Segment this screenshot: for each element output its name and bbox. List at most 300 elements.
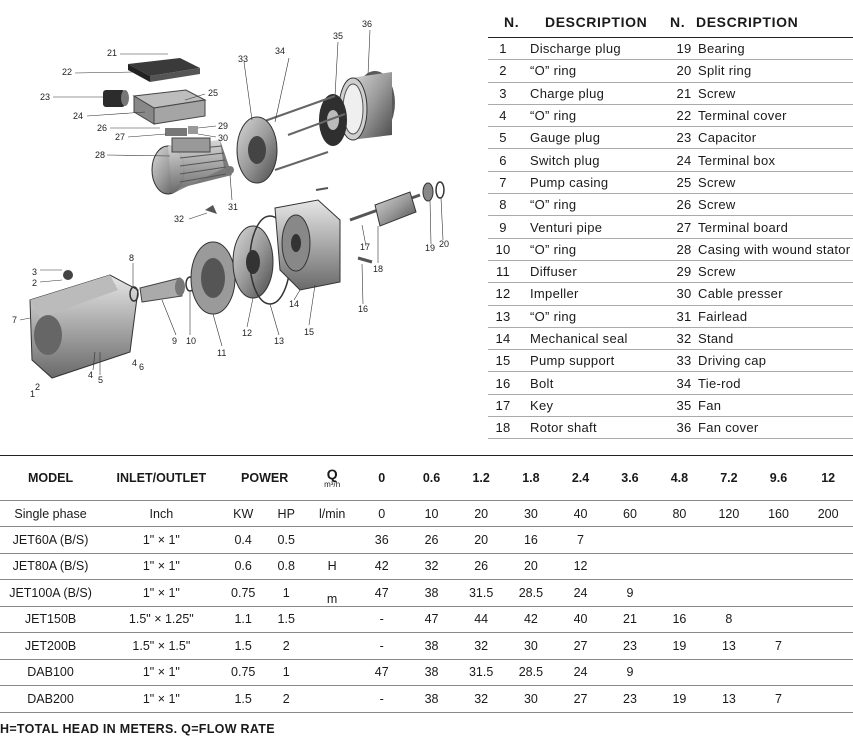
part-number: 25 — [676, 174, 692, 190]
part-description: Terminal board — [698, 219, 789, 235]
head-value: 42 — [506, 606, 556, 633]
callout-25: 25 — [208, 88, 219, 98]
inlet-outlet: 1" × 1" — [101, 686, 222, 713]
part-number: 4 — [499, 108, 507, 124]
callout-21: 21 — [107, 48, 118, 58]
head-unit-empty — [308, 659, 357, 686]
part-number: 32 — [676, 331, 692, 346]
part-number: 35 — [676, 397, 692, 413]
flow-m3h-0: 0 — [357, 456, 407, 501]
flow-m3h-4: 2.4 — [556, 456, 605, 501]
flow-lmin-5: 60 — [605, 501, 654, 527]
q-header — [308, 456, 357, 501]
head-value — [704, 580, 754, 607]
callout-8: 8 — [129, 253, 135, 263]
head-value: - — [357, 633, 407, 660]
part-number: 30 — [676, 286, 692, 302]
part-number: 18 — [495, 420, 511, 436]
part-number: 28 — [676, 241, 692, 257]
head-value: 13 — [704, 686, 754, 713]
stand-part — [205, 205, 217, 214]
pump-model-row — [0, 553, 853, 580]
parts-row — [488, 350, 853, 372]
head-value: 28.5 — [506, 580, 556, 607]
power-kw: 0.75 — [222, 659, 265, 686]
part-description: Discharge plug — [530, 41, 621, 57]
head-value: 31.5 — [456, 580, 506, 607]
head-value — [655, 580, 704, 607]
head-value: 40 — [556, 606, 605, 633]
part-description: Pump casing — [530, 174, 609, 190]
bolt-part — [358, 258, 372, 262]
callout-12: 12 — [242, 328, 253, 338]
head-value: 32 — [407, 553, 456, 580]
screw-part — [316, 188, 328, 190]
head-value: 47 — [357, 580, 407, 607]
kw-label: KW — [222, 501, 265, 527]
head-value: 27 — [556, 633, 605, 660]
head-value: 7 — [556, 527, 605, 554]
head-value — [754, 527, 804, 554]
callout-30: 30 — [218, 133, 229, 143]
flow-m3h-9: 12 — [803, 456, 853, 501]
part-description: Tie-rod — [698, 375, 741, 391]
part-number: 3 — [499, 85, 507, 101]
callout-11: 11 — [217, 348, 227, 358]
parts-row — [488, 194, 853, 216]
parts-row — [488, 149, 853, 171]
callout-13: 13 — [274, 336, 285, 346]
head-value: 16 — [655, 606, 704, 633]
head-value: 36 — [357, 527, 407, 554]
head-unit-empty — [308, 633, 357, 660]
part-number: 7 — [499, 174, 507, 190]
fan-cover-part — [339, 71, 395, 140]
head-value — [605, 553, 654, 580]
part-description: Rotor shaft — [530, 420, 597, 436]
q-symbol: Q — [326, 465, 338, 482]
driving-cap-part — [237, 117, 277, 183]
flow-lmin-4: 40 — [556, 501, 605, 527]
callout-35: 35 — [333, 31, 344, 41]
part-number: 10 — [495, 241, 511, 257]
part-number: 31 — [676, 308, 692, 324]
pump-model-row — [0, 686, 853, 713]
motor-casing-part — [152, 138, 232, 194]
head-value: 7 — [754, 633, 804, 660]
flow-lmin-9: 200 — [803, 501, 853, 527]
part-description: Key — [530, 397, 554, 413]
callout-31: 31 — [228, 202, 239, 212]
pump-model-row — [0, 659, 853, 686]
flow-lmin-2: 20 — [456, 501, 506, 527]
head-value: 20 — [506, 553, 556, 580]
part-number: 8 — [499, 197, 507, 213]
fan-part — [319, 94, 347, 146]
flow-m3h-2: 1.2 — [456, 456, 506, 501]
callout-34: 34 — [275, 46, 286, 56]
head-value: 23 — [605, 633, 654, 660]
parts-table-body — [488, 38, 853, 439]
parts-row — [488, 172, 853, 194]
parts-row — [488, 127, 853, 149]
part-number: 14 — [495, 331, 511, 346]
pump-model-row — [0, 606, 853, 633]
power-kw: 1.5 — [222, 633, 265, 660]
parts-row — [488, 38, 853, 60]
capacitor-part — [103, 90, 129, 107]
flow-m3h-5: 3.6 — [605, 456, 654, 501]
head-value — [754, 606, 804, 633]
head-value: 9 — [605, 659, 654, 686]
head-unit-empty — [308, 527, 357, 554]
header-n-right: N. — [670, 13, 686, 30]
power-kw: 1.5 — [222, 686, 265, 713]
part-description: Split ring — [698, 63, 752, 79]
callout-27: 27 — [115, 132, 126, 142]
flow-m3h-1: 0.6 — [407, 456, 456, 501]
head-value: 19 — [655, 686, 704, 713]
callout-18: 18 — [373, 264, 384, 274]
callout-4: 4 — [88, 370, 94, 380]
part-number: 26 — [676, 197, 692, 213]
part-description: Capacitor — [698, 130, 757, 146]
hp-label: HP — [265, 501, 308, 527]
part-number: 2 — [499, 63, 507, 79]
power-hp: 2 — [265, 633, 308, 660]
part-description: Driving cap — [698, 353, 767, 369]
head-value — [655, 527, 704, 554]
part-number: 21 — [676, 85, 692, 101]
callout-3: 3 — [32, 267, 38, 277]
part-number: 33 — [676, 353, 692, 369]
pump-model-row — [0, 580, 853, 607]
head-value — [704, 527, 754, 554]
callout-16: 16 — [358, 304, 369, 314]
exploded-pump-diagram — [0, 0, 480, 410]
part-number: 27 — [676, 219, 692, 235]
callout-6: 6 — [139, 362, 145, 372]
inlet-outlet: 1" × 1" — [101, 527, 222, 554]
part-description: Terminal cover — [698, 108, 787, 124]
single-phase-label: Single phase — [0, 501, 101, 527]
terminal-box-part — [134, 90, 205, 124]
part-description: Screw — [698, 174, 736, 190]
head-unit-empty — [308, 686, 357, 713]
head-value: 42 — [357, 553, 407, 580]
part-number: 5 — [499, 130, 507, 146]
part-number: 15 — [495, 353, 511, 369]
parts-row — [488, 283, 853, 305]
head-value — [803, 606, 853, 633]
part-number: 20 — [676, 63, 692, 79]
part-description: “O” ring — [530, 108, 577, 124]
flow-m3h-3: 1.8 — [506, 456, 556, 501]
head-value: 26 — [407, 527, 456, 554]
power-hp: 2 — [265, 686, 308, 713]
model-name: DAB200 — [0, 686, 101, 713]
callout-5: 5 — [98, 375, 104, 385]
head-value: 23 — [605, 686, 654, 713]
flow-m3h-8: 9.6 — [754, 456, 804, 501]
flow-lmin-1: 10 — [407, 501, 456, 527]
pump-casing-part — [30, 270, 138, 378]
callout-7: 7 — [12, 315, 18, 325]
part-description: Bolt — [530, 375, 554, 391]
terminal-board-part — [165, 126, 198, 136]
diffuser-part — [191, 242, 235, 314]
venturi-pipe-part — [140, 278, 185, 302]
head-value: 20 — [456, 527, 506, 554]
part-description: Screw — [698, 264, 736, 280]
part-description: Screw — [698, 197, 736, 213]
q-unit: m³/h — [324, 479, 341, 489]
fairlead-part — [226, 166, 234, 174]
callout-9: 9 — [172, 336, 178, 346]
callout-19: 19 — [425, 243, 436, 253]
head-value: 38 — [407, 686, 456, 713]
part-description: Fan cover — [698, 420, 759, 436]
callout-26: 26 — [97, 123, 108, 133]
head-unit: m — [308, 580, 357, 607]
pump-support-part — [275, 200, 340, 290]
header-description-left: DESCRIPTION — [545, 13, 648, 30]
head-value — [803, 580, 853, 607]
lmin-label: l/min — [308, 501, 357, 527]
head-value: 19 — [655, 633, 704, 660]
head-value — [704, 659, 754, 686]
bearing-part — [423, 183, 433, 201]
head-value: 7 — [754, 686, 804, 713]
part-number: 16 — [495, 375, 511, 391]
head-value — [605, 527, 654, 554]
callout-10: 10 — [186, 336, 197, 346]
head-value: 30 — [506, 686, 556, 713]
pump-model-row — [0, 527, 853, 554]
callout-28: 28 — [95, 150, 106, 160]
flow-lmin-3: 30 — [506, 501, 556, 527]
part-number: 6 — [499, 152, 507, 168]
head-value — [803, 686, 853, 713]
part-number: 23 — [676, 130, 692, 146]
power-kw: 0.75 — [222, 580, 265, 607]
head-value: 28.5 — [506, 659, 556, 686]
parts-row — [488, 83, 853, 105]
inlet-outlet: 1" × 1" — [101, 553, 222, 580]
head-value: 8 — [704, 606, 754, 633]
part-number: 12 — [495, 286, 511, 302]
model-name: JET80A (B/S) — [0, 553, 101, 580]
head-value: 47 — [357, 659, 407, 686]
part-number: 34 — [676, 375, 692, 391]
power-hp: 1.5 — [265, 606, 308, 633]
part-description: Switch plug — [530, 152, 600, 168]
parts-row — [488, 372, 853, 394]
callout-33: 33 — [238, 54, 249, 64]
flow-lmin-8: 160 — [754, 501, 804, 527]
model-header: MODEL — [0, 456, 101, 501]
part-description: Diffuser — [530, 264, 577, 280]
head-value: 38 — [407, 633, 456, 660]
head-value — [704, 553, 754, 580]
part-number: 1 — [499, 41, 507, 57]
head-value — [754, 659, 804, 686]
head-value: 9 — [605, 580, 654, 607]
head-value: 27 — [556, 686, 605, 713]
header-description-right: DESCRIPTION — [696, 13, 799, 30]
part-number: 22 — [676, 108, 692, 124]
part-description: “O” ring — [530, 63, 577, 79]
flow-lmin-7: 120 — [704, 501, 754, 527]
head-value — [803, 527, 853, 554]
inlet-outlet: 1.5" × 1.5" — [101, 633, 222, 660]
head-value — [655, 659, 704, 686]
callout-23: 23 — [40, 92, 51, 102]
inlet-outlet: 1" × 1" — [101, 580, 222, 607]
head-value: 38 — [407, 580, 456, 607]
parts-row — [488, 261, 853, 283]
terminal-cover-part — [128, 58, 200, 82]
part-description: Screw — [698, 85, 736, 101]
part-number: 19 — [676, 41, 692, 57]
parts-row — [488, 417, 853, 439]
part-description: Bearing — [698, 41, 745, 57]
head-value: 32 — [456, 686, 506, 713]
perf-subheader-row — [0, 501, 853, 527]
part-description: “O” ring — [530, 308, 577, 324]
performance-table — [0, 455, 853, 713]
part-number: 29 — [676, 264, 692, 280]
power-hp: 0.8 — [265, 553, 308, 580]
callout-36: 36 — [362, 19, 373, 29]
part-number: 11 — [495, 264, 511, 280]
head-value: 30 — [506, 633, 556, 660]
inlet-outlet: 1" × 1" — [101, 659, 222, 686]
part-description: Impeller — [530, 286, 579, 302]
head-value — [803, 553, 853, 580]
power-hp: 1 — [265, 659, 308, 686]
power-hp: 1 — [265, 580, 308, 607]
parts-row — [488, 306, 853, 328]
head-value: 47 — [407, 606, 456, 633]
power-hp: 0.5 — [265, 527, 308, 554]
parts-row — [488, 216, 853, 238]
model-name: JET200B — [0, 633, 101, 660]
part-description: Pump support — [530, 353, 615, 369]
head-value: 32 — [456, 633, 506, 660]
parts-description-table — [488, 6, 853, 439]
head-value: 12 — [556, 553, 605, 580]
flow-lmin-6: 80 — [655, 501, 704, 527]
head-value — [754, 553, 804, 580]
head-value: - — [357, 686, 407, 713]
head-value: 24 — [556, 580, 605, 607]
rotor-shaft-part — [350, 192, 420, 226]
part-description: Gauge plug — [530, 130, 601, 146]
part-description: Venturi pipe — [530, 219, 603, 235]
head-value — [754, 580, 804, 607]
part-description: Fan — [698, 397, 722, 413]
flow-lmin-0: 0 — [357, 501, 407, 527]
power-header: POWER — [222, 456, 308, 501]
perf-header-row — [0, 456, 853, 501]
part-description: “O” ring — [530, 241, 577, 257]
head-value — [803, 633, 853, 660]
head-value: 38 — [407, 659, 456, 686]
callout-22: 22 — [62, 67, 73, 77]
power-kw: 0.6 — [222, 553, 265, 580]
model-name: JET100A (B/S) — [0, 580, 101, 607]
inch-label: Inch — [101, 501, 222, 527]
callout-4b: 4 — [132, 358, 138, 368]
power-kw: 0.4 — [222, 527, 265, 554]
parts-row — [488, 239, 853, 261]
parts-table-header — [488, 6, 853, 38]
callout-2: 2 — [35, 382, 41, 392]
head-value: 21 — [605, 606, 654, 633]
model-name: JET150B — [0, 606, 101, 633]
callout-2b: 2 — [32, 278, 38, 288]
parts-row — [488, 328, 853, 350]
flow-m3h-7: 7.2 — [704, 456, 754, 501]
inlet-outlet: 1.5" × 1.25" — [101, 606, 222, 633]
part-number: 13 — [495, 308, 511, 324]
header-n-left: N. — [504, 13, 520, 30]
parts-row — [488, 105, 853, 127]
parts-row — [488, 60, 853, 82]
head-value: 44 — [456, 606, 506, 633]
part-description: Mechanical seal — [530, 331, 628, 346]
part-description: Terminal box — [698, 152, 776, 168]
head-symbol: H — [308, 553, 357, 580]
part-description: “O” ring — [530, 197, 577, 213]
model-name: DAB100 — [0, 659, 101, 686]
callout-15: 15 — [304, 327, 315, 337]
part-number: 17 — [495, 397, 511, 413]
head-value — [655, 553, 704, 580]
pump-model-row — [0, 633, 853, 660]
part-description: Fairlead — [698, 308, 748, 324]
flow-m3h-6: 4.8 — [655, 456, 704, 501]
head-value: 31.5 — [456, 659, 506, 686]
head-value: - — [357, 606, 407, 633]
part-description: Cable presser — [698, 286, 783, 302]
parts-row — [488, 395, 853, 417]
callout-24: 24 — [73, 111, 84, 121]
part-number: 24 — [676, 152, 692, 168]
part-description: Stand — [698, 331, 734, 346]
part-number: 9 — [499, 219, 507, 235]
part-description: Casing with wound stator — [698, 241, 851, 257]
power-kw: 1.1 — [222, 606, 265, 633]
split-ring-part — [436, 182, 444, 198]
callout-17: 17 — [360, 242, 371, 252]
head-value: 13 — [704, 633, 754, 660]
head-unit-empty — [308, 606, 357, 633]
callout-1: 1 — [30, 389, 36, 399]
footnote: H=TOTAL HEAD IN METERS. Q=FLOW RATE — [0, 722, 275, 736]
head-value: 24 — [556, 659, 605, 686]
part-number: 36 — [676, 420, 692, 436]
head-value: 26 — [456, 553, 506, 580]
head-value: 16 — [506, 527, 556, 554]
inlet-outlet-header: INLET/OUTLET — [101, 456, 222, 501]
part-description: Charge plug — [530, 85, 605, 101]
head-value — [803, 659, 853, 686]
callout-29: 29 — [218, 121, 229, 131]
model-name: JET60A (B/S) — [0, 527, 101, 554]
callout-20: 20 — [439, 239, 450, 249]
